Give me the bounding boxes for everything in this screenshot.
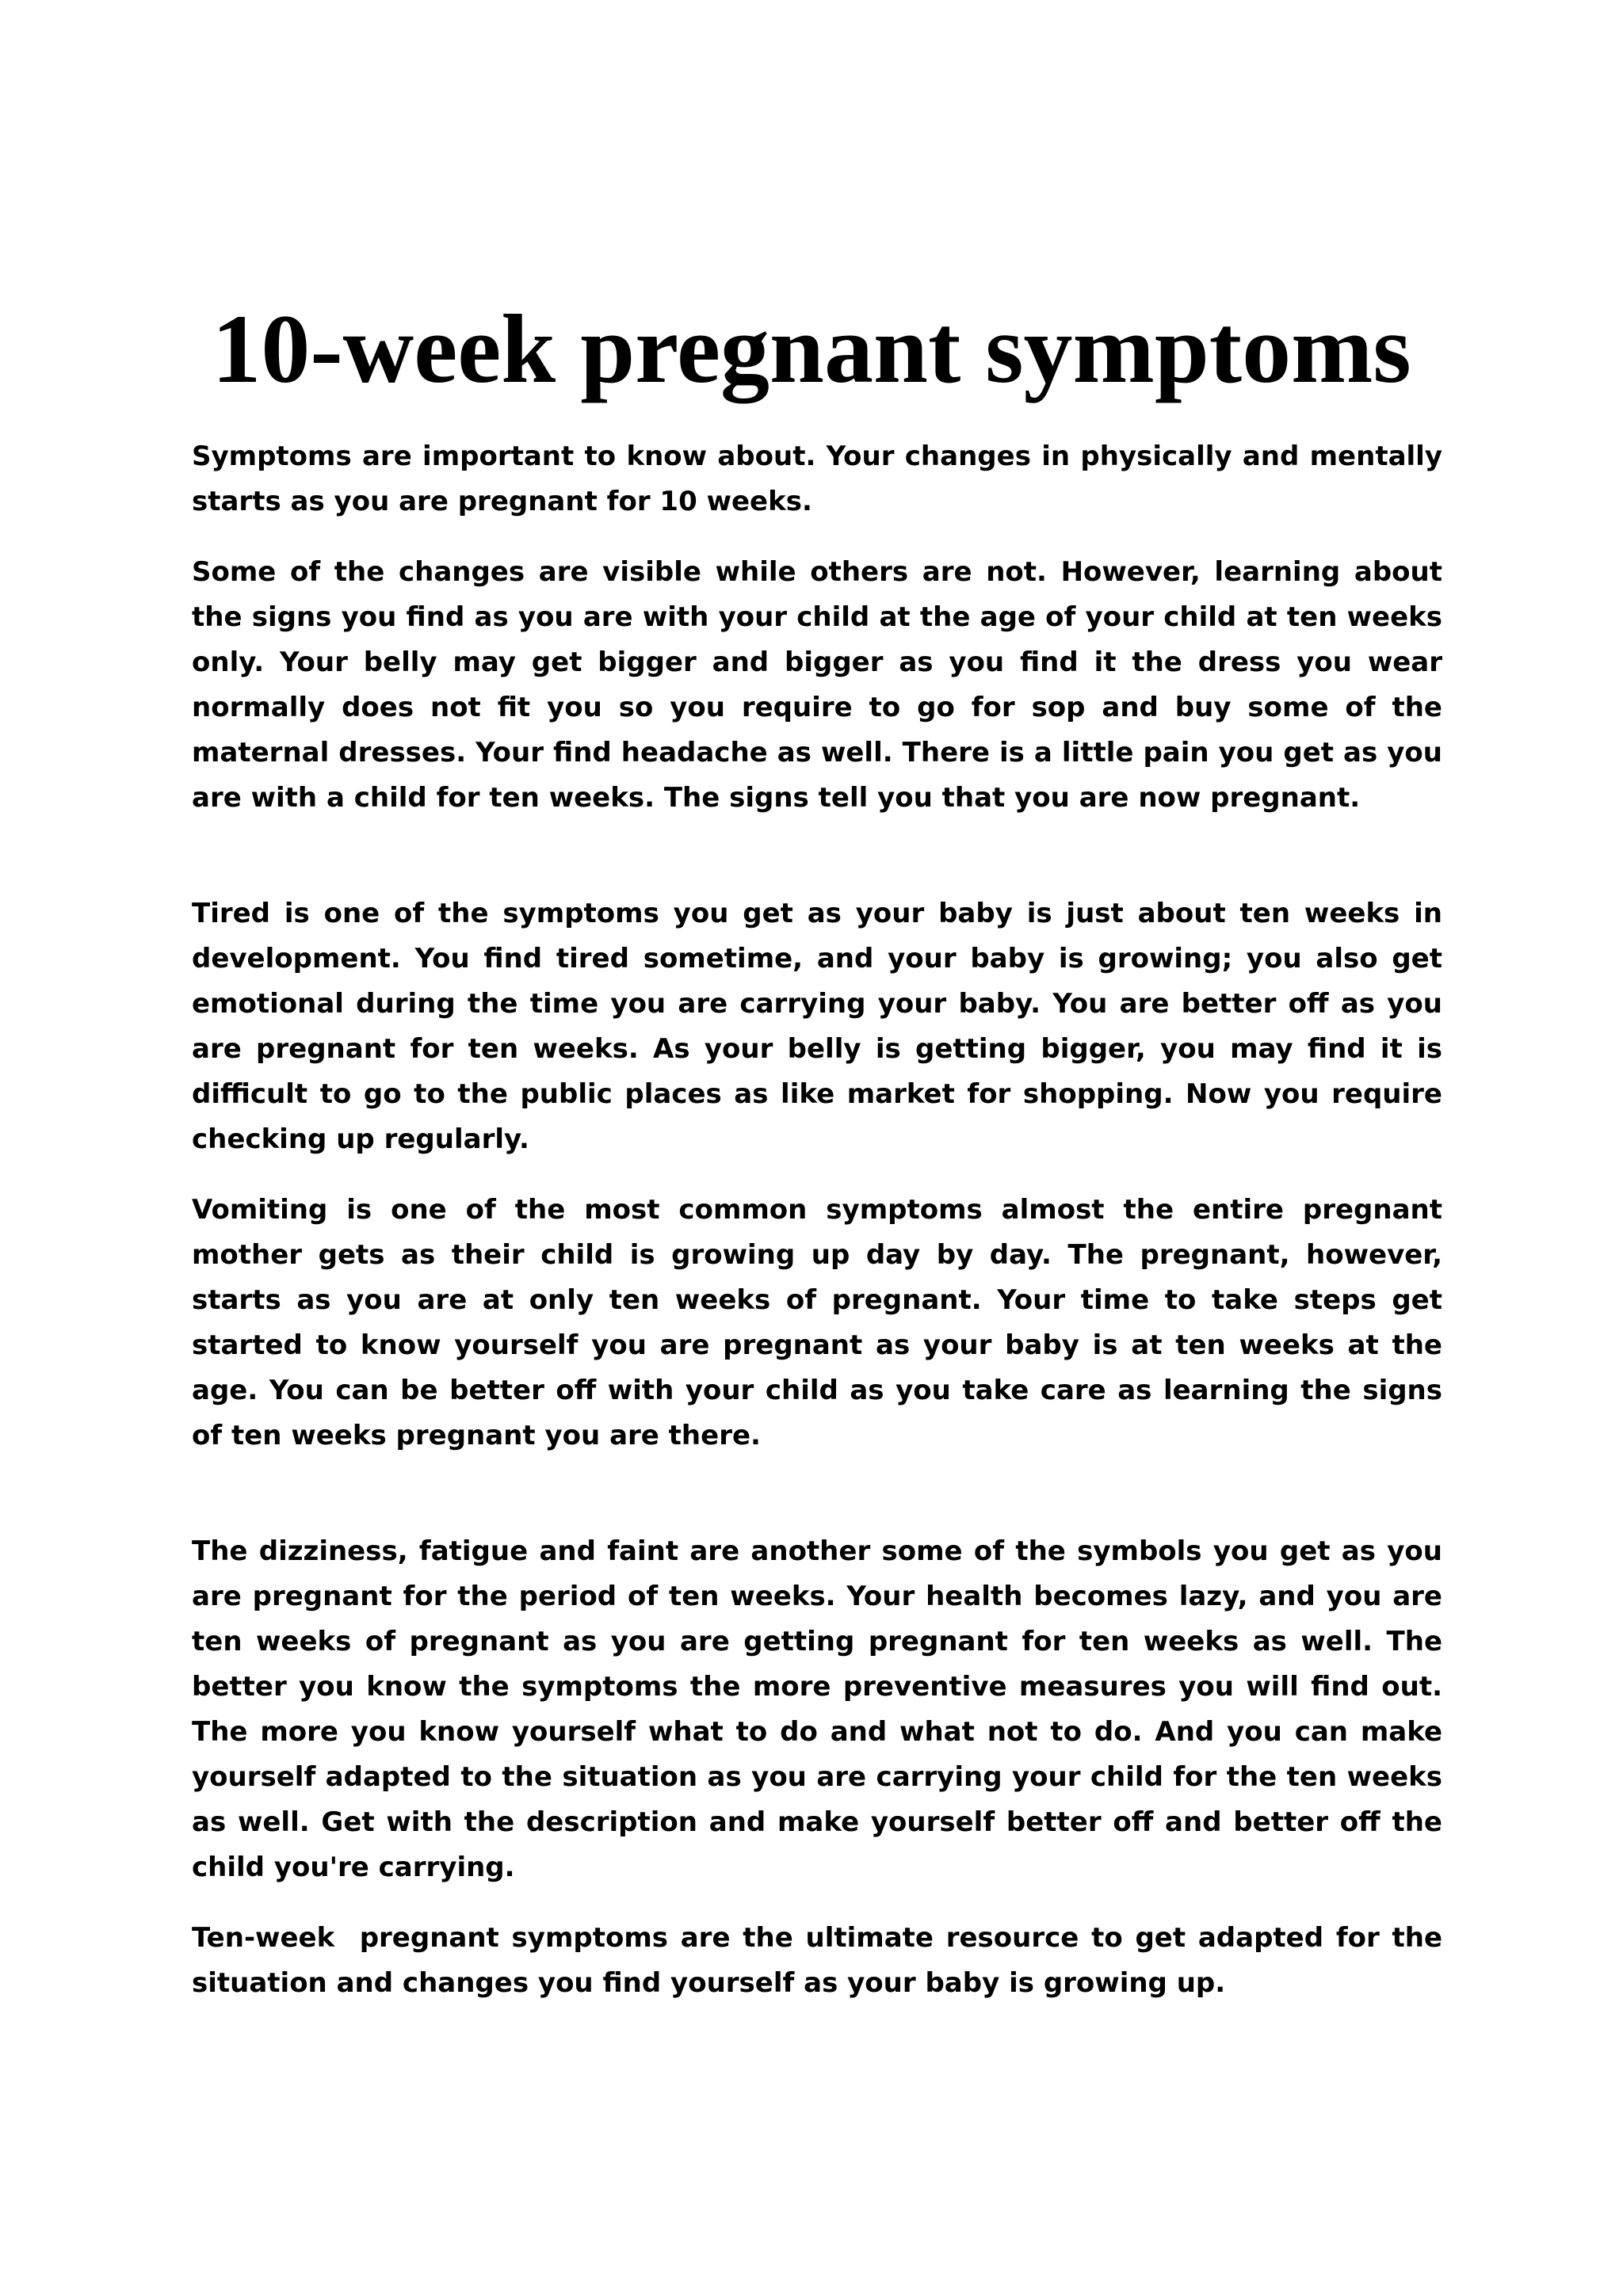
- paragraph-vomiting: Vomiting is one of the most common symptoms almost the entire pregnant mother gets as their child is growing up day by day. The pregnant, however, starts as you are at only ten weeks of pregnant. Your time to take steps get started to know yourself you are pregnant as your baby is at ten weeks at the age. You can be better off with your child as you take care as learning the signs of ten weeks pregnant you are there.: [192, 1194, 1442, 1451]
- document-body: [192, 434, 1452, 2006]
- document-title: 10-week pregnant symptoms: [212, 295, 1411, 403]
- paragraph-visible-changes: Some of the changes are visible while others are not. However, learning about the signs you find as you are with your child at the age of your child at ten weeks only. Your belly may get bigger and bigger as you find it the dress you wear normally does not fit you so you require to go for sop and buy some of the maternal dresses. Your find headache as well. There is a little pain you get as you are with a child for ten weeks. The signs tell you that you are now pregnant.: [192, 556, 1442, 814]
- paragraph-dizziness: The dizziness, fatigue and faint are another some of the symbols you get as you are pregnant for the period of ten weeks. Your health becomes lazy, and you are ten weeks of pregnant as you are getting pregnant for ten weeks as well. The better you know the symptoms the more preventive measures you will find out. The more you know yourself what to do and what not to do. And you can make yourself adapted to the situation as you are carrying your child for the ten weeks as well. Get with the description and make yourself better off and better off the child you're carrying.: [192, 1535, 1442, 1883]
- paragraph-tiredness: Tired is one of the symptoms you get as your baby is just about ten weeks in development. You find tired sometime, and your baby is growing; you also get emotional during the time you are carrying your baby. You are better off as you are pregnant for ten weeks. As your belly is getting bigger, you may find it is difficult to go to the public places as like market for shopping. Now you require checking up regularly.: [192, 898, 1442, 1155]
- paragraph-conclusion: Ten-week pregnant symptoms are the ultimate resource to get adapted for the situation and changes you find yourself as your baby is growing up.: [192, 1922, 1452, 1999]
- paragraph-intro: Symptoms are important to know about. Your changes in physically and mentally starts as you are pregnant for 10 weeks.: [192, 441, 1442, 517]
